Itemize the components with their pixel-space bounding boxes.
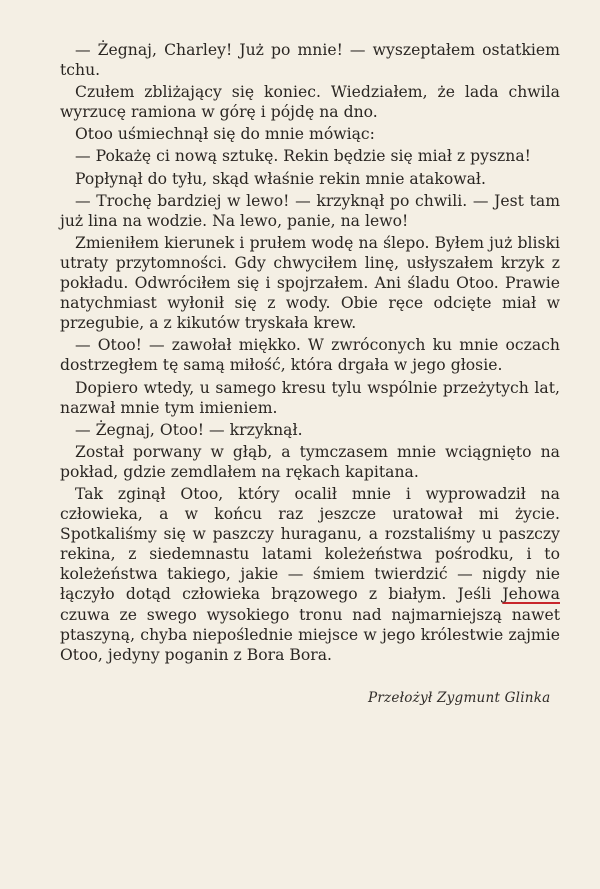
translator-credit: Przełożył Zygmunt Glinka (368, 690, 551, 706)
paragraph: — Trochę bardziej w lewo! — krzyknął po chwili. — Jest tam już lina na wodzie. Na lewo, panie, na lewo! (60, 191, 560, 230)
body-text (60, 40, 560, 665)
underlined-word: Jehowa (502, 585, 560, 604)
paragraph: Dopiero wtedy, u samego kresu tylu wspólnie przeżytych lat, nazwał mnie tym imieniem. (60, 378, 560, 417)
paragraph: — Żegnaj, Otoo! — krzyknął. (75, 420, 303, 439)
final-text-after: czuwa ze swego wysokiego tronu nad najmarniejszą nawet ptaszyną, chyba niepoślednie miejsce w jego królestwie zajmie Otoo, jedyny poganin z Bora Bora. (60, 605, 560, 664)
final-text-before: Tak zginął Otoo, który ocalił mnie i wyprowadził na człowieka, a w końcu raz jeszcze uratował mi życie. Spotkaliśmy się w paszczy huraganu, a rozstaliśmy u paszczy rekina, z siedemnastu latami koleżeństwa pośrodku, i to koleżeństwa takiego, jakie — śmiem twierdzić — nigdy nie łączyło dotąd człowieka brązowego z białym. Jeśli (60, 484, 560, 604)
paragraph: Został porwany w głąb, a tymczasem mnie wciągnięto na pokład, gdzie zemdlałem na rękach kapitana. (60, 442, 560, 481)
paragraph-final (60, 484, 560, 665)
paragraph: — Żegnaj, Charley! Już po mnie! — wyszeptałem ostatkiem tchu. (60, 41, 560, 80)
paragraph: Czułem zbliżający się koniec. Wiedziałem, że lada chwila wyrzucę ramiona w górę i pójdę na dno. (60, 83, 560, 122)
paragraph: — Otoo! — zawołał miękko. W zwróconych ku mnie oczach dostrzegłem tę samą miłość, która drgała w jego głosie. (60, 336, 560, 375)
paragraph: Popłynął do tyłu, skąd właśnie rekin mnie atakował. (75, 169, 486, 188)
paragraph: — Pokażę ci nową sztukę. Rekin będzie się miał z pyszna! (75, 147, 531, 166)
paragraph: Otoo uśmiechnął się do mnie mówiąc: (75, 125, 375, 144)
paragraph: Zmieniłem kierunek i prułem wodę na ślepo. Byłem już bliski utraty przytomności. Gdy chwyciłem linę, usłyszałem krzyk z pokładu. Odwróciłem się i spojrzałem. Ani śladu Otoo. Prawie natychmiast wyłonił się z wody. Obie ręce odcięte miał w przegubie, a z kikutów tryskała krew. (60, 233, 560, 333)
